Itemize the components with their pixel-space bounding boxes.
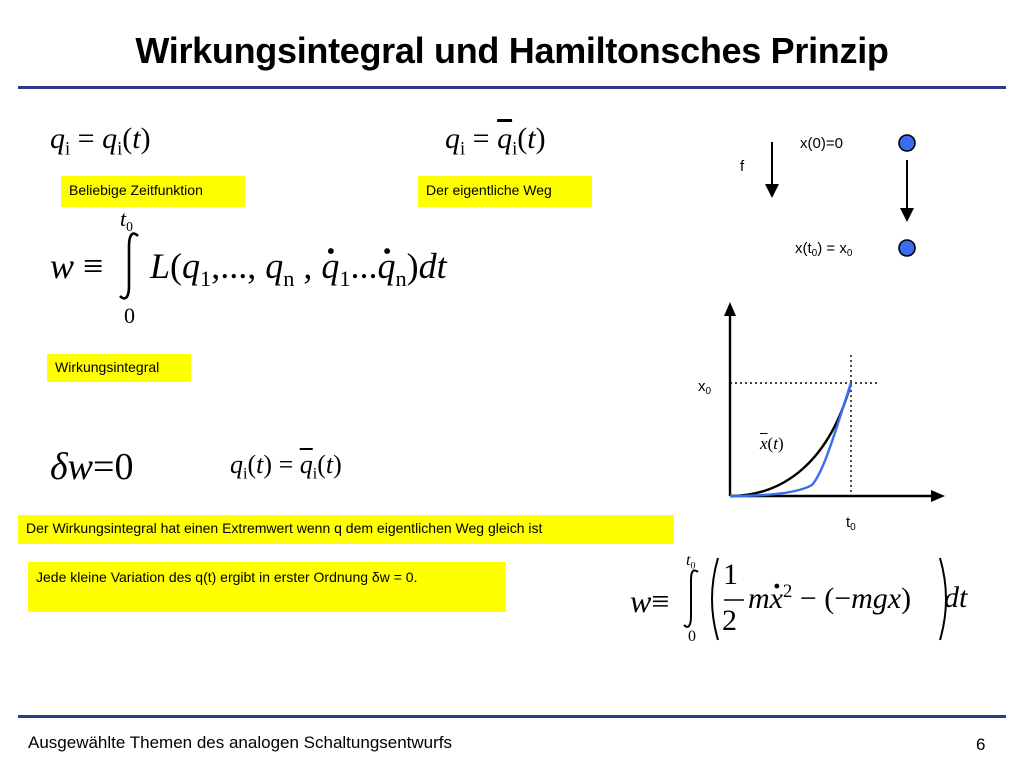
label-extremwert: Der Wirkungsintegral hat einen Extremwert wenn q dem eigentlichen Weg gleich ist	[18, 515, 674, 544]
integral-2-dt: dt	[944, 581, 968, 614]
slide-title: Wirkungsintegral und Hamiltonsches Prinzip	[135, 30, 889, 71]
equation-falling-body: w≡	[630, 583, 670, 619]
integral-lower-limit: 0	[124, 303, 135, 328]
footer-text: Ausgewählte Themen des analogen Schaltungsentwurfs	[28, 733, 453, 752]
label-wirkungsintegral: Wirkungsintegral	[47, 354, 191, 382]
plot-y-label: $x_0$	[698, 378, 712, 397]
plot-x-label: $t_0$	[846, 514, 856, 533]
title-divider	[18, 86, 1006, 89]
y-axis-arrow	[724, 302, 736, 316]
label-force-f: f	[740, 158, 745, 175]
integral-sign-2	[680, 568, 704, 630]
force-arrow	[760, 140, 784, 200]
integral-upper-limit: $t_0$	[120, 206, 133, 234]
label-beliebige-zeitfunktion: Beliebige Zeitfunktion	[61, 176, 245, 207]
integral-2-upper-limit: $t_0$	[686, 552, 696, 572]
integral-2-lower-limit: 0	[688, 628, 696, 645]
x-axis-arrow	[931, 490, 945, 502]
label-start-position: x(0)=0	[800, 135, 843, 152]
label-end-position: $x(t_0) = x_0$	[795, 240, 853, 259]
equation-arbitrary-q: $q_i = q_i(t)$	[50, 122, 151, 160]
equation-actual-path: $q_i = \overline{q}_i(t)$	[445, 122, 546, 160]
trajectory-plot	[715, 300, 950, 510]
label-eigentliche-weg: Der eigentliche Weg	[418, 176, 592, 207]
curve-label: $\overline{x}(t)$	[760, 434, 784, 453]
footer-divider	[18, 715, 1006, 718]
equation-action-integral: w ≡	[50, 246, 104, 286]
falling-mass-diagram	[890, 130, 930, 262]
label-variation: Jede kleine Variation des q(t) ergibt in erster Ordnung δw = 0.	[28, 562, 506, 612]
fraction-numerator: 1	[723, 558, 738, 591]
kinetic-potential-terms: mx ·$^2$ − (−mgx)	[748, 581, 911, 616]
page-number: 6	[976, 735, 986, 754]
equation-q-equals-actual: $q_i(t) = \overline{q}_i(t)$	[230, 450, 342, 483]
fraction-denominator: 2	[722, 604, 737, 637]
equation-variation-zero: δw=0	[50, 446, 134, 488]
lagrangian-expression: $L(q_1$,..., $q_n$ , $q \cdot_1...q \cdot_n)dt$	[150, 245, 447, 292]
integral-sign	[114, 230, 146, 302]
